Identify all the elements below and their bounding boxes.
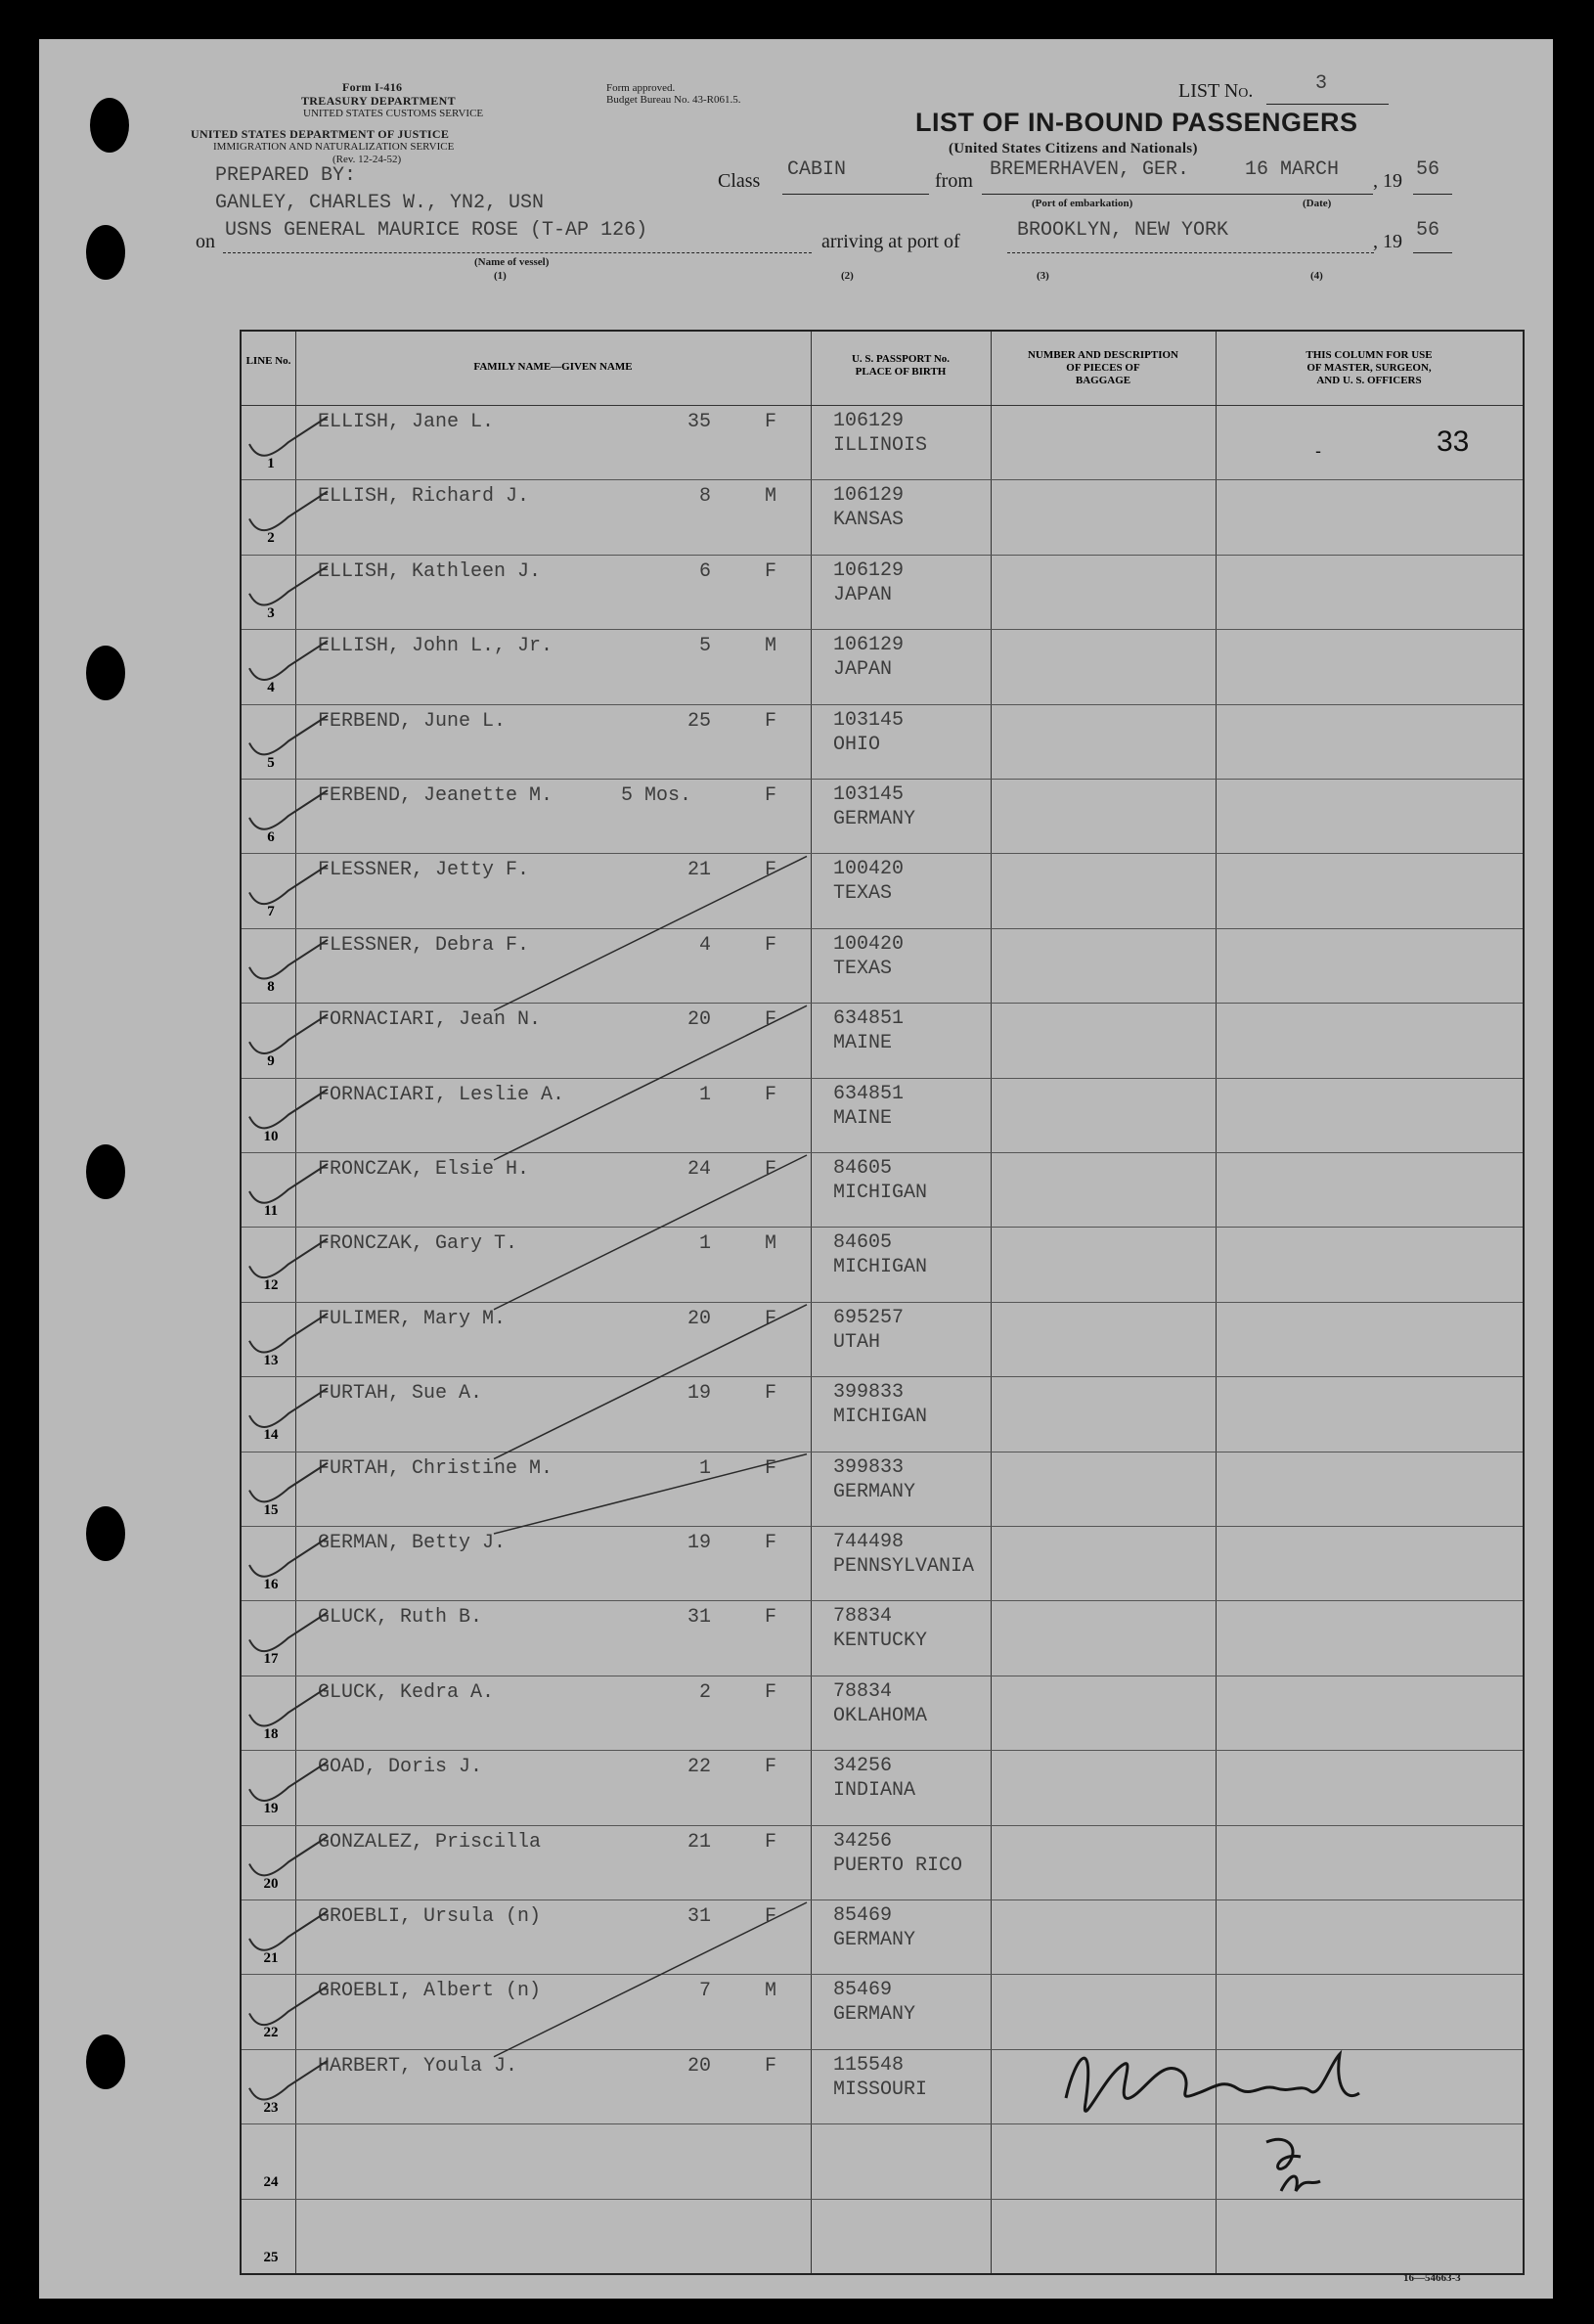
form-approved: Form approved.	[606, 82, 676, 94]
place-of-birth: MISSOURI	[833, 2078, 928, 2101]
passenger-sex: F	[765, 709, 777, 733]
year-2: 56	[1416, 219, 1440, 242]
passenger-sex: M	[765, 485, 777, 509]
place-of-birth: GERMANY	[833, 1480, 916, 1503]
passenger-age: 7	[698, 1980, 711, 2003]
year-prefix-1: , 19	[1373, 170, 1402, 192]
line-number: 16	[263, 1577, 279, 1592]
passenger-name: GROEBLI, Ursula (n)	[318, 1905, 542, 1928]
place-of-birth: OKLAHOMA	[833, 1704, 928, 1727]
line-number: 20	[263, 1875, 279, 1892]
check-mark	[249, 1762, 328, 1801]
class-label: Class	[718, 170, 761, 192]
passenger-name: FLESSNER, Debra F.	[318, 933, 530, 957]
line-number: 3	[267, 604, 275, 621]
passenger-name: FULIMER, Mary M.	[318, 1307, 507, 1330]
passenger-name: ELLISH, Richard J.	[318, 485, 530, 509]
line-number: 22	[263, 2025, 279, 2041]
budget-bureau: Budget Bureau No. 43-R061.5.	[606, 94, 741, 106]
passport-number: 106129	[833, 484, 905, 508]
check-mark	[249, 716, 328, 755]
check-mark	[249, 1388, 328, 1427]
place-of-birth: PUERTO RICO	[833, 1854, 963, 1877]
treasury-dept: TREASURY DEPARTMENT	[301, 94, 456, 108]
check-marks	[249, 417, 807, 2100]
vessel-caption: (Name of vessel)	[474, 256, 550, 268]
passenger-age: 6	[698, 559, 711, 583]
passenger-name: FLESSNER, Jetty F.	[318, 859, 530, 882]
passenger-sex: F	[765, 1756, 777, 1779]
passenger-age: 20	[686, 1008, 711, 1032]
line-number: 24	[263, 2174, 279, 2191]
place-of-birth: UTAH	[833, 1330, 881, 1354]
from-label: from	[935, 170, 973, 192]
check-mark	[249, 865, 328, 904]
passport-number: 115548	[833, 2053, 905, 2077]
place-of-birth: MICHIGAN	[833, 1256, 928, 1279]
line-number: 10	[263, 1128, 279, 1144]
passenger-age: 4	[698, 933, 711, 957]
passenger-name: FURTAH, Sue A.	[318, 1382, 483, 1406]
line-number: 1	[267, 456, 275, 471]
passenger-name: FRONCZAK, Elsie H.	[318, 1158, 530, 1181]
vessel-name: USNS GENERAL MAURICE ROSE (T-AP 126)	[225, 219, 648, 242]
passenger-age: 5 Mos.	[620, 784, 691, 807]
passenger-sex: M	[765, 635, 777, 658]
passenger-sex: M	[765, 1232, 777, 1256]
tally-stroke	[494, 1155, 807, 1310]
passenger-sex: F	[765, 933, 777, 957]
passport-number: 106129	[833, 634, 905, 657]
passport-number: 634851	[833, 1082, 905, 1105]
passenger-sex: F	[765, 411, 777, 433]
passenger-sex: F	[765, 1008, 777, 1032]
place-of-birth: GERMANY	[833, 1929, 916, 1951]
date-caption: (Date)	[1303, 198, 1332, 209]
passenger-age: 2	[698, 1680, 711, 1704]
place-of-birth: PENNSYLVANIA	[833, 1555, 975, 1578]
line-number: 19	[263, 1801, 279, 1817]
passenger-age: 1	[698, 1456, 711, 1480]
passport-number: 85469	[833, 1979, 893, 2002]
check-mark	[249, 1612, 328, 1651]
place-of-birth: GERMANY	[833, 808, 916, 830]
col-header-officers-line2: OF MASTER, SURGEON,	[1306, 362, 1432, 374]
passenger-sex: F	[765, 784, 777, 807]
passenger-name: GLUCK, Kedra A.	[318, 1680, 495, 1704]
line-number: 21	[263, 1950, 279, 1966]
justice-dept: UNITED STATES DEPARTMENT OF JUSTICE	[191, 127, 450, 141]
line-number: 15	[263, 1501, 279, 1518]
passenger-sex: F	[765, 1083, 777, 1106]
line-number: 14	[263, 1427, 279, 1444]
port-embark-caption: (Port of embarkation)	[1032, 198, 1133, 209]
col-ref-1: (1)	[494, 270, 507, 282]
col-header-baggage-line3: BAGGAGE	[1075, 375, 1131, 386]
col-header-passport-line1: U. S. PASSPORT No.	[851, 353, 951, 365]
passenger-age: 21	[686, 859, 711, 882]
form-number: Form I-416	[342, 80, 403, 94]
line-number: 25	[263, 2249, 279, 2265]
check-mark	[249, 1014, 328, 1053]
check-mark	[249, 1837, 328, 1876]
form-title: LIST OF IN-BOUND PASSENGERS	[915, 108, 1358, 137]
place-of-birth: INDIANA	[833, 1779, 916, 1803]
passenger-sex: M	[765, 1980, 777, 2003]
place-of-birth: KENTUCKY	[833, 1630, 928, 1653]
passenger-name: FURTAH, Christine M.	[318, 1456, 553, 1480]
col-header-passport-line2: PLACE OF BIRTH	[855, 366, 947, 378]
col-header-officers-line1: THIS COLUMN FOR USE	[1306, 349, 1433, 361]
passenger-name: FERBEND, Jeanette M.	[318, 784, 553, 807]
passport-number: 34256	[833, 1755, 893, 1778]
line-number: 9	[267, 1053, 275, 1070]
tally-stroke	[494, 856, 807, 1010]
line-number: 4	[267, 680, 275, 696]
place-of-birth: TEXAS	[833, 882, 893, 906]
line-number: 23	[263, 2099, 279, 2116]
line-number: 8	[267, 978, 275, 995]
passenger-name: ELLISH, Jane L.	[318, 411, 495, 433]
passport-number: 84605	[833, 1231, 893, 1255]
prepared-by-label: PREPARED BY:	[215, 164, 357, 187]
list-no-label: LIST No.	[1178, 80, 1254, 102]
tally-stroke	[494, 1902, 807, 2057]
place-of-birth: JAPAN	[833, 583, 893, 606]
passenger-name: FORNACIARI, Jean N.	[318, 1008, 542, 1032]
form-page	[39, 39, 1553, 2299]
passenger-age: 31	[686, 1905, 711, 1928]
col-ref-3: (3)	[1037, 270, 1049, 282]
officer-dash: -	[1315, 441, 1321, 461]
signature	[1066, 2054, 1359, 2191]
passenger-age: 19	[686, 1532, 711, 1554]
col-ref-2: (2)	[841, 270, 854, 282]
passenger-name: GROEBLI, Albert (n)	[318, 1980, 542, 2003]
passenger-sex: F	[765, 1456, 777, 1480]
passenger-age: 31	[686, 1606, 711, 1630]
footer-code: 16—54663-3	[1403, 2272, 1461, 2284]
passenger-sex: F	[765, 1905, 777, 1928]
passenger-age: 5	[698, 635, 711, 658]
passport-number: 106129	[833, 410, 905, 432]
year-1: 56	[1416, 158, 1440, 181]
year-prefix-2: , 19	[1373, 231, 1402, 252]
place-of-birth: TEXAS	[833, 957, 893, 980]
tally-stroke	[494, 1006, 807, 1160]
passport-number: 399833	[833, 1381, 905, 1405]
place-of-birth: MICHIGAN	[833, 1406, 928, 1429]
handwritten-marks	[39, 39, 1553, 2299]
passport-number: 744498	[833, 1531, 905, 1553]
check-mark	[249, 566, 328, 605]
passenger-sex: F	[765, 1382, 777, 1406]
tally-stroke	[494, 1305, 807, 1459]
passport-number: 103145	[833, 783, 905, 806]
place-of-birth: ILLINOIS	[833, 434, 928, 457]
passenger-name: FORNACIARI, Leslie A.	[318, 1083, 565, 1106]
passenger-age: 20	[686, 1307, 711, 1330]
passenger-age: 35	[686, 411, 711, 433]
check-mark	[249, 417, 328, 456]
passenger-age: 1	[698, 1232, 711, 1256]
check-mark	[249, 1314, 328, 1353]
passport-number: 78834	[833, 1605, 893, 1629]
embark-date: 16 MARCH	[1245, 158, 1340, 181]
passenger-name: GLUCK, Ruth B.	[318, 1606, 483, 1630]
check-mark	[249, 1911, 328, 1950]
passport-number: 399833	[833, 1455, 905, 1479]
line-number: 2	[267, 530, 275, 547]
passenger-sex: F	[765, 2054, 777, 2078]
line-number: 6	[267, 829, 275, 845]
passenger-name: FERBEND, June L.	[318, 709, 507, 733]
arriving-label: arriving at port of	[821, 231, 960, 252]
passenger-name: ELLISH, John L., Jr.	[318, 635, 553, 658]
list-no-value: 3	[1315, 72, 1328, 95]
line-number: 7	[267, 904, 275, 920]
passenger-name: FRONCZAK, Gary T.	[318, 1232, 518, 1256]
port-of-embarkation: BREMERHAVEN, GER.	[990, 158, 1190, 181]
place-of-birth: KANSAS	[833, 509, 905, 532]
passport-number: 106129	[833, 559, 905, 582]
check-mark	[249, 790, 328, 829]
col-header-baggage-line1: NUMBER AND DESCRIPTION	[1027, 349, 1179, 361]
check-mark	[249, 641, 328, 680]
check-mark	[249, 1538, 328, 1577]
passenger-age: 20	[686, 2054, 711, 2078]
passport-number: 85469	[833, 1904, 893, 1927]
line-number: 12	[263, 1277, 279, 1294]
passenger-age: 24	[686, 1158, 711, 1181]
line-number: 13	[263, 1352, 279, 1368]
passport-number: 103145	[833, 708, 905, 732]
check-mark	[249, 940, 328, 979]
passenger-sex: F	[765, 1680, 777, 1704]
passport-number: 84605	[833, 1157, 893, 1180]
check-mark	[249, 491, 328, 530]
passenger-sex: F	[765, 1158, 777, 1181]
passenger-age: 1	[698, 1083, 711, 1106]
class-value: CABIN	[787, 158, 847, 181]
passenger-age: 19	[686, 1382, 711, 1406]
passenger-age: 22	[686, 1756, 711, 1779]
place-of-birth: OHIO	[833, 733, 881, 756]
passport-number: 100420	[833, 858, 905, 881]
passenger-age: 25	[686, 709, 711, 733]
passenger-name: GONZALEZ, Priscilla	[318, 1830, 542, 1854]
passport-number: 34256	[833, 1829, 893, 1853]
col-header-name-text: FAMILY NAME—GIVEN NAME	[473, 361, 633, 373]
on-label: on	[196, 231, 215, 252]
col-header-baggage-line2: OF PIECES OF	[1066, 362, 1140, 374]
form-subtitle: (United States Citizens and Nationals)	[949, 141, 1198, 156]
arrival-port: BROOKLYN, NEW YORK	[1017, 219, 1229, 242]
place-of-birth: MICHIGAN	[833, 1182, 928, 1204]
check-mark	[249, 1986, 328, 2025]
check-mark	[249, 1463, 328, 1502]
check-mark	[249, 1238, 328, 1277]
passport-number: 78834	[833, 1679, 893, 1703]
ins-service: IMMIGRATION AND NATURALIZATION SERVICE	[213, 141, 455, 153]
passenger-sex: F	[765, 1606, 777, 1630]
passenger-sex: F	[765, 1307, 777, 1330]
passenger-sex: F	[765, 859, 777, 882]
place-of-birth: MAINE	[833, 1106, 893, 1130]
line-number: 18	[263, 1725, 279, 1742]
passport-number: 695257	[833, 1306, 905, 1329]
place-of-birth: JAPAN	[833, 658, 893, 682]
check-mark	[249, 1164, 328, 1203]
form-revision: (Rev. 12-24-52)	[332, 154, 402, 165]
passenger-sex: F	[765, 1830, 777, 1854]
passenger-sex: F	[765, 559, 777, 583]
officer-count: 33	[1437, 425, 1470, 458]
prepared-by-value: GANLEY, CHARLES W., YN2, USN	[215, 192, 545, 214]
place-of-birth: GERMANY	[833, 2003, 916, 2027]
passenger-age: 8	[698, 485, 711, 509]
passport-number: 634851	[833, 1007, 905, 1031]
passenger-name: GERMAN, Betty J.	[318, 1532, 507, 1554]
passport-number: 100420	[833, 932, 905, 956]
check-mark	[249, 1687, 328, 1726]
col-ref-4: (4)	[1310, 270, 1323, 282]
line-number: 5	[267, 754, 275, 771]
line-number: 11	[263, 1203, 279, 1219]
place-of-birth: MAINE	[833, 1032, 893, 1055]
tally-stroke	[494, 1454, 807, 1534]
passenger-name: GOAD, Doris J.	[318, 1756, 483, 1779]
col-header-officers-line3: AND U. S. OFFICERS	[1316, 375, 1422, 386]
check-mark	[249, 1090, 328, 1129]
col-header-line-no-text: LINE No.	[245, 355, 291, 367]
passenger-age: 21	[686, 1830, 711, 1854]
customs-service: UNITED STATES CUSTOMS SERVICE	[303, 108, 484, 119]
passenger-sex: F	[765, 1532, 777, 1554]
line-number: 17	[263, 1651, 279, 1668]
check-mark	[249, 2061, 328, 2100]
passenger-name: ELLISH, Kathleen J.	[318, 559, 542, 583]
passenger-name: HARBERT, Youla J.	[318, 2054, 518, 2078]
